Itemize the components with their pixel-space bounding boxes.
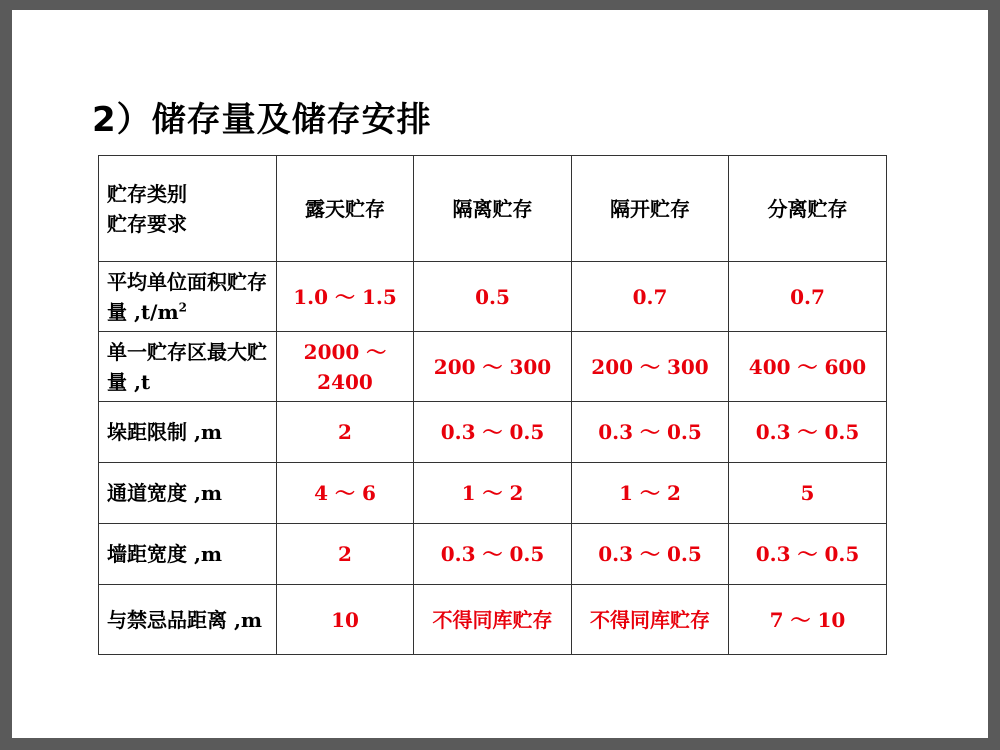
row-label: 与禁忌品距离 ,m	[99, 585, 277, 655]
table-cell: 10	[277, 585, 414, 655]
table-cell: 2	[277, 524, 414, 585]
table-cell: 0.3 ～ 0.5	[572, 402, 729, 463]
table-row	[99, 524, 887, 585]
table-row	[99, 402, 887, 463]
page-title: 2）储存量及储存安排	[92, 100, 432, 140]
table-cell: 1 ～ 2	[414, 463, 572, 524]
table-cell: 0.5	[414, 262, 572, 332]
table-cell: 0.3 ～ 0.5	[729, 402, 887, 463]
row-label-superscript: 2	[178, 299, 187, 314]
table-cell: 400 ～ 600	[729, 332, 887, 402]
row-label	[99, 262, 277, 332]
table-cell: 5	[729, 463, 887, 524]
table-row	[99, 332, 887, 402]
column-header: 隔离贮存	[414, 156, 572, 262]
table-cell: 1.0 ～ 1.5	[277, 262, 414, 332]
row-label: 垛距限制 ,m	[99, 402, 277, 463]
corner-line-category: 贮存类别	[107, 181, 187, 206]
row-label: 单一贮存区最大贮量 ,t	[99, 332, 277, 402]
storage-table	[98, 155, 887, 655]
column-header: 隔开贮存	[572, 156, 729, 262]
row-label: 通道宽度 ,m	[99, 463, 277, 524]
slide	[12, 10, 988, 738]
table-cell: 2	[277, 402, 414, 463]
table-row	[99, 463, 887, 524]
table-cell: 0.3 ～ 0.5	[729, 524, 887, 585]
table-cell: 1 ～ 2	[572, 463, 729, 524]
table-cell: 0.3 ～ 0.5	[414, 402, 572, 463]
table-cell: 200 ～ 300	[572, 332, 729, 402]
column-header: 露天贮存	[277, 156, 414, 262]
table-cell: 0.7	[572, 262, 729, 332]
table-cell: 0.3 ～ 0.5	[572, 524, 729, 585]
row-label-text: 平均单位面积贮存量 ,t/m	[107, 269, 267, 324]
table-header-row	[99, 156, 887, 262]
table-cell: 2000 ～ 2400	[277, 332, 414, 402]
table-cell: 7 ～ 10	[729, 585, 887, 655]
corner-header-cell	[99, 156, 277, 262]
table-row	[99, 262, 887, 332]
corner-line-requirement: 贮存要求	[107, 211, 187, 236]
table-cell: 不得同库贮存	[572, 585, 729, 655]
table-cell: 0.7	[729, 262, 887, 332]
table-cell: 不得同库贮存	[414, 585, 572, 655]
table-cell: 200 ～ 300	[414, 332, 572, 402]
table-row	[99, 585, 887, 655]
table-cell: 0.3 ～ 0.5	[414, 524, 572, 585]
column-header: 分离贮存	[729, 156, 887, 262]
row-label: 墙距宽度 ,m	[99, 524, 277, 585]
table-cell: 4 ～ 6	[277, 463, 414, 524]
